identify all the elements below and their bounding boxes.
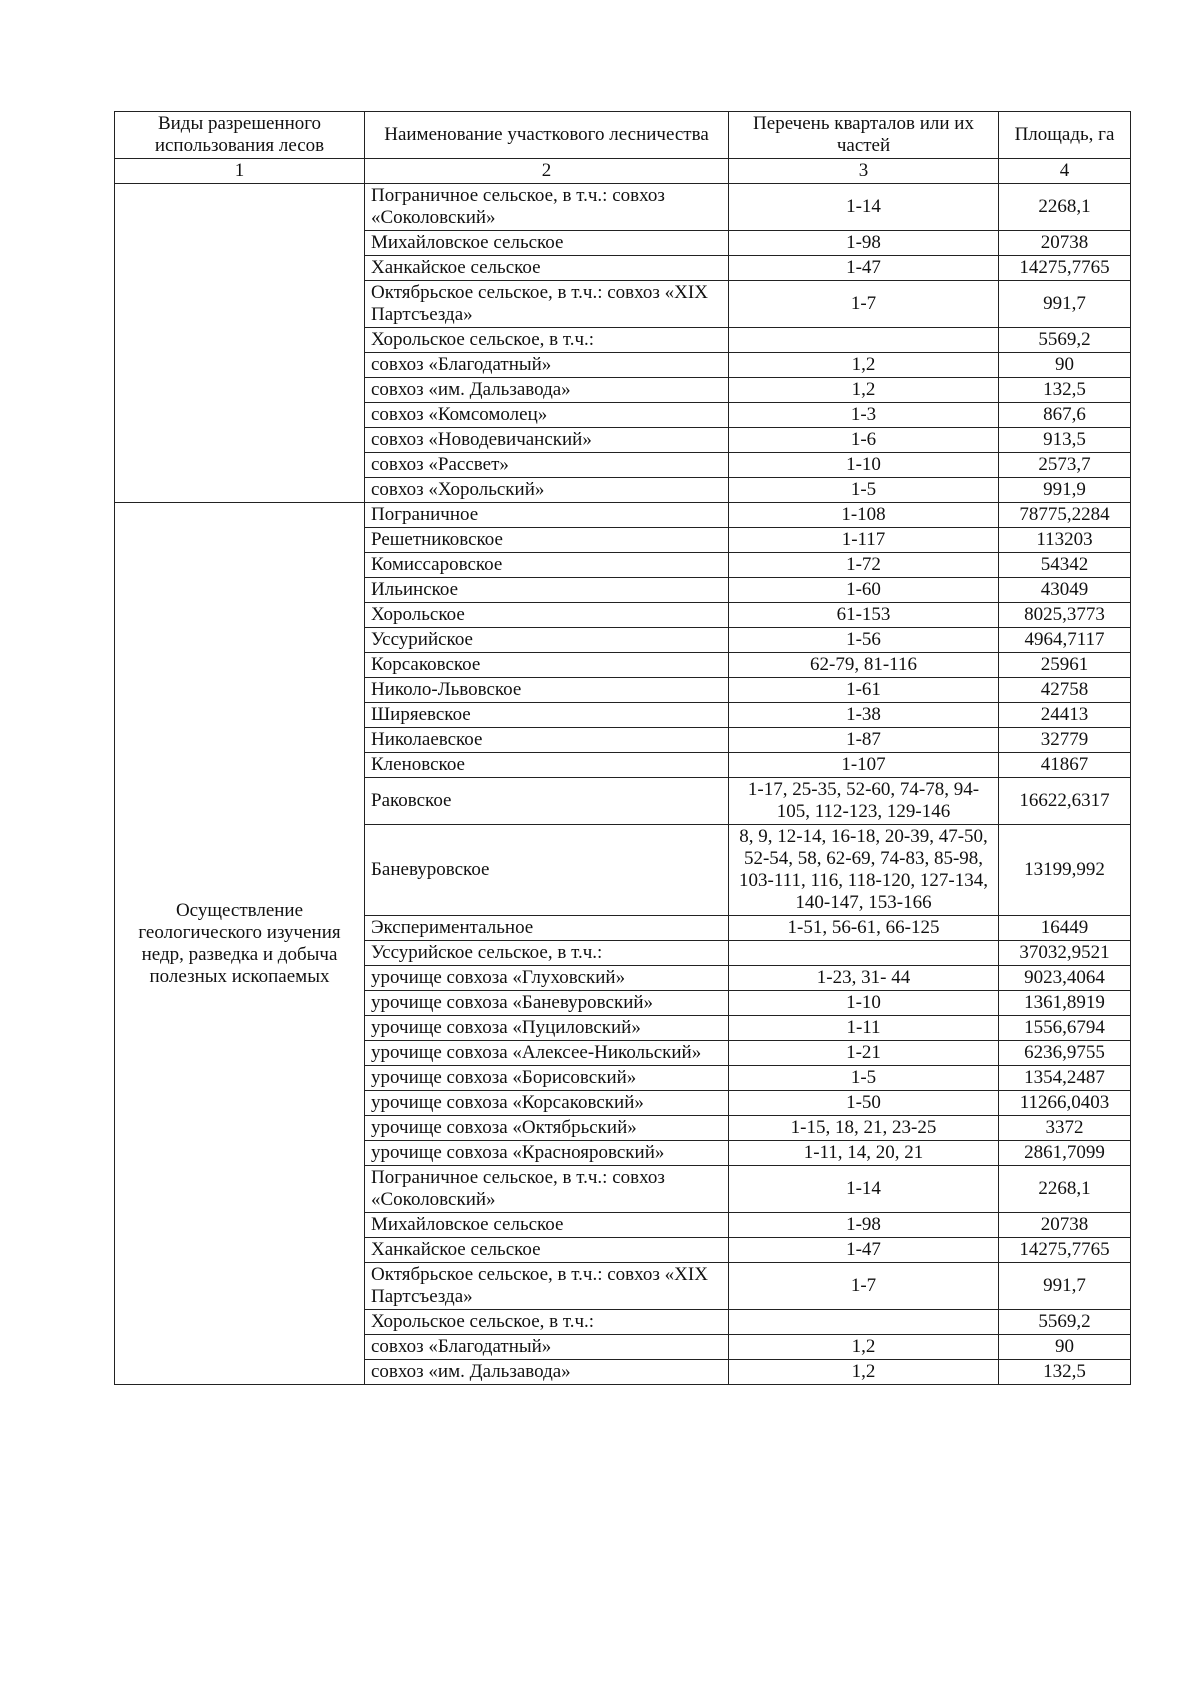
- forestry-name-cell: Комиссаровское: [365, 553, 729, 578]
- area-cell: 2268,1: [999, 1166, 1131, 1213]
- quarters-cell: 1,2: [729, 378, 999, 403]
- area-cell: 132,5: [999, 378, 1131, 403]
- area-cell: 16449: [999, 916, 1131, 941]
- forestry-name-cell: урочище совхоза «Корсаковский»: [365, 1091, 729, 1116]
- column-number-row: [115, 159, 1131, 184]
- area-cell: 913,5: [999, 428, 1131, 453]
- area-cell: 20738: [999, 231, 1131, 256]
- column-number: 1: [115, 159, 365, 184]
- forestry-name-cell: совхоз «Благодатный»: [365, 353, 729, 378]
- quarters-cell: 1,2: [729, 353, 999, 378]
- table-body: [115, 184, 1131, 1385]
- header-cell-area: Площадь, га: [999, 112, 1131, 159]
- quarters-cell: 1-23, 31- 44: [729, 966, 999, 991]
- quarters-cell: 1-50: [729, 1091, 999, 1116]
- table-row: [115, 503, 1131, 528]
- area-cell: 1354,2487: [999, 1066, 1131, 1091]
- forestry-name-cell: Корсаковское: [365, 653, 729, 678]
- area-cell: 991,7: [999, 1263, 1131, 1310]
- quarters-cell: 1-3: [729, 403, 999, 428]
- forestry-name-cell: Октябрьское сельское, в т.ч.: совхоз «XIX Партсъезда»: [365, 1263, 729, 1310]
- area-cell: 2861,7099: [999, 1141, 1131, 1166]
- area-cell: 25961: [999, 653, 1131, 678]
- quarters-cell: 1,2: [729, 1335, 999, 1360]
- forestry-name-cell: Ханкайское сельское: [365, 256, 729, 281]
- area-cell: 14275,7765: [999, 1238, 1131, 1263]
- quarters-cell: 1-5: [729, 478, 999, 503]
- quarters-cell: 1-10: [729, 453, 999, 478]
- quarters-cell: 1-6: [729, 428, 999, 453]
- quarters-cell: 1-72: [729, 553, 999, 578]
- quarters-cell: 8, 9, 12-14, 16-18, 20-39, 47-50, 52-54, 58, 62-69, 74-83, 85-98, 103-111, 116, 118-120, 127-134, 140-147, 153-166: [729, 825, 999, 916]
- quarters-cell: [729, 328, 999, 353]
- area-cell: 1361,8919: [999, 991, 1131, 1016]
- forestry-name-cell: Пограничное сельское, в т.ч.: совхоз «Соколовский»: [365, 1166, 729, 1213]
- quarters-cell: 1-11: [729, 1016, 999, 1041]
- forestry-name-cell: Пограничное: [365, 503, 729, 528]
- quarters-cell: 1-11, 14, 20, 21: [729, 1141, 999, 1166]
- document-page: [114, 111, 1130, 1385]
- column-number: 2: [365, 159, 729, 184]
- forestry-name-cell: урочище совхоза «Краснояровский»: [365, 1141, 729, 1166]
- quarters-cell: 1-98: [729, 1213, 999, 1238]
- area-cell: 113203: [999, 528, 1131, 553]
- quarters-cell: 1-56: [729, 628, 999, 653]
- forestry-name-cell: Ханкайское сельское: [365, 1238, 729, 1263]
- quarters-cell: 1-47: [729, 1238, 999, 1263]
- column-number: 3: [729, 159, 999, 184]
- table-row: [115, 184, 1131, 231]
- area-cell: 991,9: [999, 478, 1131, 503]
- area-cell: 5569,2: [999, 328, 1131, 353]
- forestry-name-cell: Хорольское сельское, в т.ч.:: [365, 1310, 729, 1335]
- forestry-name-cell: совхоз «Благодатный»: [365, 1335, 729, 1360]
- area-cell: 11266,0403: [999, 1091, 1131, 1116]
- area-cell: 6236,9755: [999, 1041, 1131, 1066]
- quarters-cell: 1-7: [729, 1263, 999, 1310]
- forestry-name-cell: Михайловское сельское: [365, 231, 729, 256]
- use-type-cell: Осуществление геологического изучения недр, разведка и добыча полезных ископаемых: [115, 503, 365, 1385]
- quarters-cell: 1-60: [729, 578, 999, 603]
- area-cell: 2268,1: [999, 184, 1131, 231]
- area-cell: 16622,6317: [999, 778, 1131, 825]
- quarters-cell: 1-17, 25-35, 52-60, 74-78, 94-105, 112-123, 129-146: [729, 778, 999, 825]
- quarters-cell: 1-14: [729, 1166, 999, 1213]
- column-number: 4: [999, 159, 1131, 184]
- forestry-name-cell: урочище совхоза «Борисовский»: [365, 1066, 729, 1091]
- area-cell: 14275,7765: [999, 256, 1131, 281]
- forestry-name-cell: Раковское: [365, 778, 729, 825]
- forestry-name-cell: совхоз «им. Дальзавода»: [365, 1360, 729, 1385]
- forestry-name-cell: совхоз «Новодевичанский»: [365, 428, 729, 453]
- forestry-name-cell: Октябрьское сельское, в т.ч.: совхоз «XIX Партсъезда»: [365, 281, 729, 328]
- quarters-cell: [729, 1310, 999, 1335]
- quarters-cell: 1-98: [729, 231, 999, 256]
- forestry-name-cell: Ильинское: [365, 578, 729, 603]
- forestry-name-cell: Решетниковское: [365, 528, 729, 553]
- forestry-name-cell: Пограничное сельское, в т.ч.: совхоз «Соколовский»: [365, 184, 729, 231]
- area-cell: 1556,6794: [999, 1016, 1131, 1041]
- area-cell: 78775,2284: [999, 503, 1131, 528]
- quarters-cell: 1-10: [729, 991, 999, 1016]
- forest-use-table: [114, 111, 1131, 1385]
- header-cell-quarters: Перечень кварталов или их частей: [729, 112, 999, 159]
- forestry-name-cell: Экспериментальное: [365, 916, 729, 941]
- forestry-name-cell: урочище совхоза «Алексее-Никольский»: [365, 1041, 729, 1066]
- area-cell: 867,6: [999, 403, 1131, 428]
- quarters-cell: 1-87: [729, 728, 999, 753]
- forestry-name-cell: совхоз «им. Дальзавода»: [365, 378, 729, 403]
- area-cell: 42758: [999, 678, 1131, 703]
- forestry-name-cell: совхоз «Рассвет»: [365, 453, 729, 478]
- header-row: [115, 112, 1131, 159]
- forestry-name-cell: урочище совхоза «Баневуровский»: [365, 991, 729, 1016]
- quarters-cell: [729, 941, 999, 966]
- forestry-name-cell: Уссурийское: [365, 628, 729, 653]
- area-cell: 20738: [999, 1213, 1131, 1238]
- quarters-cell: 1,2: [729, 1360, 999, 1385]
- area-cell: 13199,992: [999, 825, 1131, 916]
- area-cell: 9023,4064: [999, 966, 1131, 991]
- quarters-cell: 1-21: [729, 1041, 999, 1066]
- header-cell-forestry: Наименование участкового лесничества: [365, 112, 729, 159]
- quarters-cell: 1-108: [729, 503, 999, 528]
- area-cell: 4964,7117: [999, 628, 1131, 653]
- area-cell: 2573,7: [999, 453, 1131, 478]
- quarters-cell: 1-47: [729, 256, 999, 281]
- area-cell: 5569,2: [999, 1310, 1131, 1335]
- area-cell: 3372: [999, 1116, 1131, 1141]
- quarters-cell: 1-51, 56-61, 66-125: [729, 916, 999, 941]
- forestry-name-cell: урочище совхоза «Глуховский»: [365, 966, 729, 991]
- quarters-cell: 61-153: [729, 603, 999, 628]
- use-type-cell: [115, 184, 365, 503]
- forestry-name-cell: урочище совхоза «Пуциловский»: [365, 1016, 729, 1041]
- quarters-cell: 1-14: [729, 184, 999, 231]
- area-cell: 90: [999, 353, 1131, 378]
- forestry-name-cell: Ширяевское: [365, 703, 729, 728]
- forestry-name-cell: Михайловское сельское: [365, 1213, 729, 1238]
- area-cell: 24413: [999, 703, 1131, 728]
- forestry-name-cell: Уссурийское сельское, в т.ч.:: [365, 941, 729, 966]
- forestry-name-cell: Кленовское: [365, 753, 729, 778]
- forestry-name-cell: совхоз «Комсомолец»: [365, 403, 729, 428]
- quarters-cell: 1-15, 18, 21, 23-25: [729, 1116, 999, 1141]
- quarters-cell: 1-107: [729, 753, 999, 778]
- area-cell: 54342: [999, 553, 1131, 578]
- area-cell: 90: [999, 1335, 1131, 1360]
- area-cell: 991,7: [999, 281, 1131, 328]
- area-cell: 41867: [999, 753, 1131, 778]
- header-cell-use-type: Виды разрешенного использования лесов: [115, 112, 365, 159]
- forestry-name-cell: Николо-Львовское: [365, 678, 729, 703]
- area-cell: 32779: [999, 728, 1131, 753]
- forestry-name-cell: совхоз «Хорольский»: [365, 478, 729, 503]
- area-cell: 132,5: [999, 1360, 1131, 1385]
- forestry-name-cell: Баневуровское: [365, 825, 729, 916]
- quarters-cell: 1-61: [729, 678, 999, 703]
- quarters-cell: 1-5: [729, 1066, 999, 1091]
- quarters-cell: 1-38: [729, 703, 999, 728]
- quarters-cell: 1-7: [729, 281, 999, 328]
- area-cell: 37032,9521: [999, 941, 1131, 966]
- quarters-cell: 1-117: [729, 528, 999, 553]
- forestry-name-cell: Хорольское сельское, в т.ч.:: [365, 328, 729, 353]
- area-cell: 43049: [999, 578, 1131, 603]
- area-cell: 8025,3773: [999, 603, 1131, 628]
- forestry-name-cell: Хорольское: [365, 603, 729, 628]
- forestry-name-cell: Николаевское: [365, 728, 729, 753]
- forestry-name-cell: урочище совхоза «Октябрьский»: [365, 1116, 729, 1141]
- quarters-cell: 62-79, 81-116: [729, 653, 999, 678]
